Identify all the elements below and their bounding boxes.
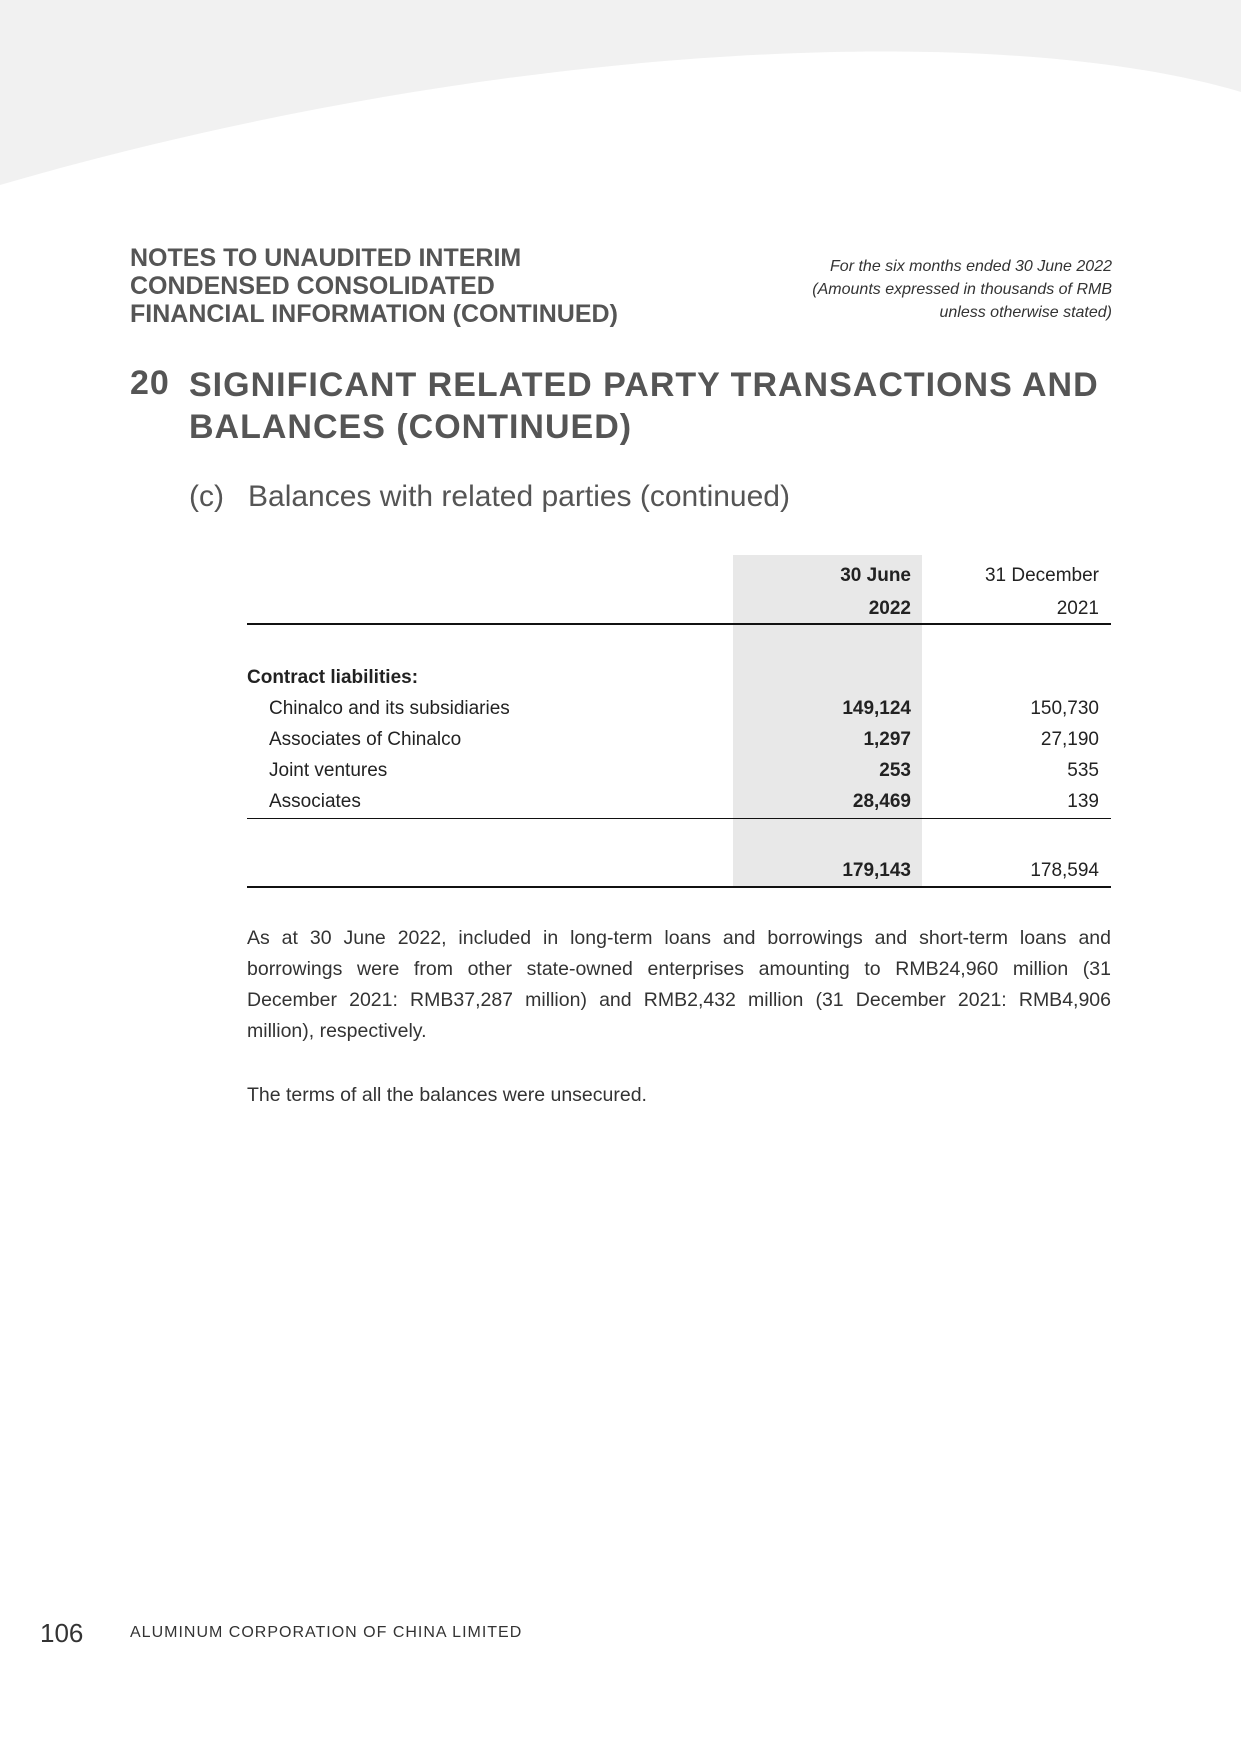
running-header-title: [130, 244, 690, 328]
body-paragraph: As at 30 June 2022, included in long-term loans and borrowings and short-term loans and borrowings were from other state-owned enterprises amounting to RMB24,960 million (31 December 2021: RMB37,287 million) and RMB2,432 million (31 December 2021: RMB4,906 million), respectively.: [247, 927, 1111, 1042]
row-label: Chinalco and its subsidiaries: [269, 698, 510, 719]
subtotal-rule: [247, 818, 1111, 819]
row-value-2022: 149,124: [842, 698, 911, 719]
group-label: Contract liabilities:: [247, 667, 419, 688]
row-label: Joint ventures: [269, 760, 388, 781]
row-label: Associates of Chinalco: [269, 729, 462, 750]
footer-company-name: ALUMINUM CORPORATION OF CHINA LIMITED: [130, 1624, 523, 1641]
total-rule: [247, 886, 1111, 888]
total-value-2021: 178,594: [1030, 860, 1099, 881]
section-title-line: BALANCES (CONTINUED): [189, 408, 633, 446]
body-paragraph: The terms of all the balances were unsecured.: [247, 1084, 647, 1106]
row-value-2021: 27,190: [1040, 729, 1099, 750]
col-header-2022-line2: 2022: [868, 598, 911, 619]
row-value-2022: 253: [879, 760, 911, 781]
subsection-title: Balances with related parties (continued): [248, 480, 790, 513]
col-header-2021-line1: 31 December: [984, 565, 1099, 586]
header-period-line: (Amounts expressed in thousands of RMB: [812, 281, 1112, 298]
header-title-line: NOTES TO UNAUDITED INTERIM: [130, 244, 522, 272]
row-value-2021: 139: [1067, 791, 1099, 812]
header-title-line: FINANCIAL INFORMATION (CONTINUED): [130, 300, 618, 328]
row-value-2022: 28,469: [852, 791, 911, 812]
col-header-2021-line2: 2021: [1056, 598, 1099, 619]
row-label: Associates: [269, 791, 361, 812]
section-number: 20: [130, 364, 170, 402]
total-value-2022: 179,143: [842, 860, 911, 881]
page-number: 106: [40, 1618, 84, 1648]
col-header-2022-line1: 30 June: [840, 565, 911, 586]
section-title-line: SIGNIFICANT RELATED PARTY TRANSACTIONS AND: [189, 366, 1099, 404]
running-header-period: [692, 255, 1112, 324]
row-value-2021: 535: [1067, 760, 1099, 781]
section-title: [189, 364, 1114, 448]
row-value-2021: 150,730: [1030, 698, 1099, 719]
header-period-line: For the six months ended 30 June 2022: [830, 258, 1112, 275]
header-rule: [247, 623, 1111, 625]
header-title-line: CONDENSED CONSOLIDATED: [130, 272, 495, 300]
header-period-line: unless otherwise stated): [939, 304, 1112, 321]
header-swoosh-graphic: [0, 0, 1241, 200]
subsection-label: (c): [189, 480, 224, 513]
row-value-2022: 1,297: [863, 729, 911, 750]
